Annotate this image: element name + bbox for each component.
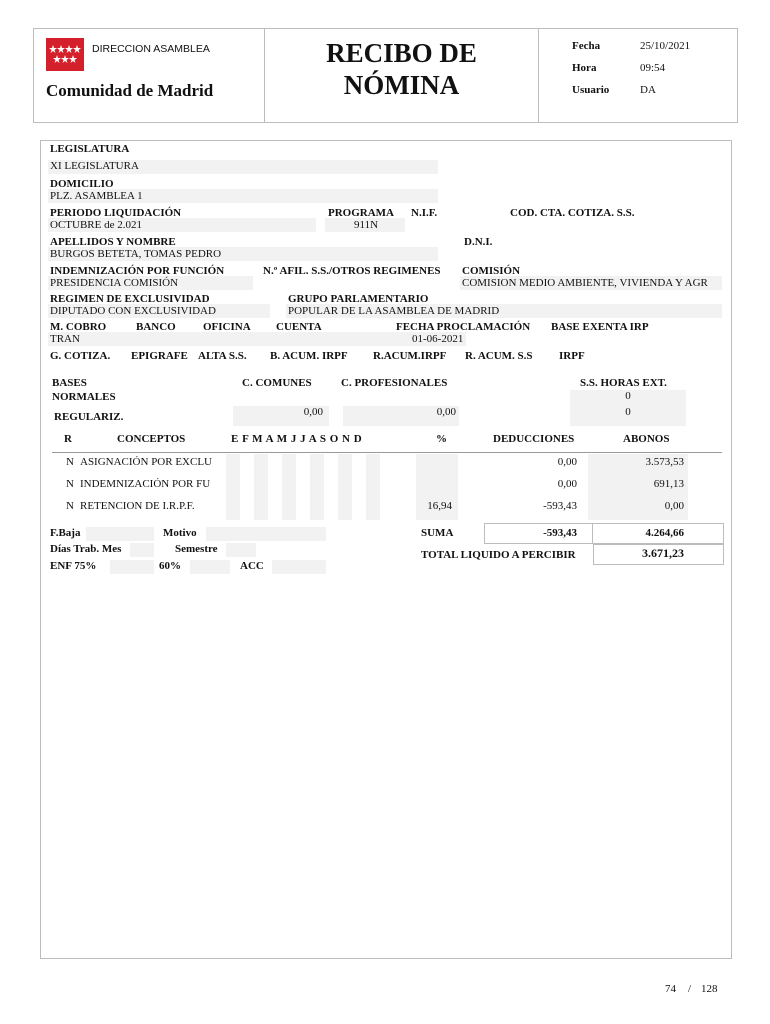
suma-label: SUMA [421, 527, 454, 539]
row-concepto: RETENCION DE I.R.P.F. [80, 500, 195, 512]
r-acum-ss-label: R. ACUM. S.S [465, 350, 533, 362]
regulariz-label: REGULARIZ. [54, 411, 124, 423]
apellidos-value: BURGOS BETETA, TOMAS PEDRO [50, 248, 222, 260]
fecha-value: 25/10/2021 [640, 40, 691, 52]
legislatura-label: LEGISLATURA [50, 143, 130, 155]
semestre-label: Semestre [175, 543, 218, 555]
dias-field [130, 543, 154, 557]
epigrafe-label: EPIGRAFE [131, 350, 188, 362]
sesenta-label: 60% [159, 560, 181, 572]
comision-value: COMISION MEDIO AMBIENTE, VIVIENDA Y AGR [462, 277, 708, 289]
domicilio-label: DOMICILIO [50, 178, 114, 190]
apellidos-label: APELLIDOS Y NOMBRE [50, 236, 176, 248]
acc-field [272, 560, 326, 574]
col-header-r: R [64, 433, 72, 445]
irpf-label: IRPF [559, 350, 585, 362]
row-abonos: 691,13 [653, 478, 684, 490]
row-abonos: 0,00 [664, 500, 684, 512]
header-divider-right [538, 29, 539, 122]
indemnizacion-value: PRESIDENCIA COMISIÓN [50, 277, 179, 289]
org-name: Comunidad de Madrid [46, 81, 214, 100]
base-exenta-label: BASE EXENTA IRP [551, 321, 649, 333]
usuario-value: DA [640, 84, 656, 96]
suma-box-divider [592, 524, 593, 543]
cod-cta-label: COD. CTA. COTIZA. S.S. [510, 207, 635, 219]
c-comunes-value: 0,00 [303, 406, 323, 418]
domicilio-value: PLZ. ASAMBLEA 1 [50, 190, 143, 202]
row-deducciones: -593,43 [543, 500, 577, 512]
motivo-field [206, 527, 326, 541]
sesenta-field [190, 560, 230, 574]
normales-label: NORMALES [52, 391, 116, 403]
row-concepto: INDEMNIZACIÓN POR FU [80, 478, 211, 490]
month-grid [226, 454, 394, 520]
row-deducciones: 0,00 [557, 478, 577, 490]
table-header-rule [52, 452, 722, 453]
c-profesionales-value: 0,00 [436, 406, 456, 418]
comision-label: COMISIÓN [462, 265, 521, 277]
ss-horas-value-1: 0 [625, 390, 631, 402]
col-header-conceptos: CONCEPTOS [117, 433, 186, 445]
enf-label: ENF 75% [50, 560, 97, 572]
row-r: N [66, 456, 74, 468]
ss-horas-label: S.S. HORAS EXT. [580, 377, 667, 389]
grupo-value: POPULAR DE LA ASAMBLEA DE MADRID [288, 305, 500, 317]
total-liquido-label: TOTAL LIQUIDO A PERCIBIR [421, 549, 576, 561]
page-number-separator: / [688, 983, 692, 995]
page-number-total: 128 [701, 983, 718, 995]
fecha-proclamacion-label: FECHA PROCLAMACIÓN [396, 321, 531, 333]
ss-horas-value-2: 0 [625, 406, 631, 418]
page-title-line2: NÓMINA [343, 70, 460, 100]
g-cotiza-label: G. COTIZA. [50, 350, 111, 362]
c-profesionales-label: C. PROFESIONALES [341, 377, 448, 389]
page-title-line1: RECIBO DE [326, 38, 477, 68]
col-header-deducciones: DEDUCCIONES [493, 433, 575, 445]
cuenta-label: CUENTA [276, 321, 322, 333]
dni-label: D.N.I. [464, 236, 493, 248]
row-pct: 16,94 [427, 500, 452, 512]
row-concepto: ASIGNACIÓN POR EXCLU [80, 456, 213, 468]
mcobro-label: M. COBRO [50, 321, 107, 333]
fbaja-field [86, 527, 154, 541]
banco-label: BANCO [136, 321, 176, 333]
motivo-label: Motivo [163, 527, 197, 539]
fbaja-label: F.Baja [50, 527, 81, 539]
bases-label: BASES [52, 377, 87, 389]
r-acum-irpf-label: R.ACUM.IRPF [373, 350, 447, 362]
cobro-field [48, 332, 466, 346]
regimen-label: REGIMEN DE EXCLUSIVIDAD [50, 293, 210, 305]
enf-field [110, 560, 154, 574]
stars-icon [46, 38, 84, 71]
row-r: N [66, 478, 74, 490]
org-label: DIRECCION ASAMBLEA [92, 43, 210, 55]
col-header-months: E F M A M J J A S O N D [231, 433, 363, 445]
mcobro-value: TRAN [50, 333, 80, 345]
hora-label: Hora [572, 62, 597, 74]
c-comunes-label: C. COMUNES [242, 377, 312, 389]
semestre-field [226, 543, 256, 557]
fecha-label: Fecha [572, 40, 601, 52]
alta-ss-label: ALTA S.S. [198, 350, 247, 362]
row-deducciones: 0,00 [557, 456, 577, 468]
suma-deducciones: -593,43 [543, 527, 577, 539]
hora-value: 09:54 [640, 62, 666, 74]
b-acum-irpf-label: B. ACUM. IRPF [270, 350, 348, 362]
nif-label: N.I.F. [411, 207, 438, 219]
comunidad-madrid-logo [46, 38, 84, 71]
usuario-label: Usuario [572, 84, 610, 96]
oficina-label: OFICINA [203, 321, 251, 333]
programa-value: 911N [354, 219, 379, 231]
regimen-value: DIPUTADO CON EXCLUSIVIDAD [50, 305, 216, 317]
indemnizacion-label: INDEMNIZACIÓN POR FUNCIÓN [50, 265, 225, 277]
col-header-abonos: ABONOS [623, 433, 670, 445]
periodo-value: OCTUBRE de 2.021 [50, 219, 142, 231]
afil-label: N.º AFIL. S.S./OTROS REGIMENES [263, 265, 441, 277]
grupo-label: GRUPO PARLAMENTARIO [288, 293, 429, 305]
fecha-proclamacion-value: 01-06-2021 [412, 333, 464, 345]
total-liquido-value: 3.671,23 [642, 546, 684, 560]
col-header-pct: % [436, 433, 447, 445]
page-number-current: 74 [665, 983, 676, 995]
dias-label: Días Trab. Mes [50, 543, 122, 555]
suma-abonos: 4.264,66 [645, 527, 684, 539]
row-abonos: 3.573,53 [645, 456, 684, 468]
programa-label: PROGRAMA [328, 207, 394, 219]
legislatura-value: XI LEGISLATURA [50, 160, 139, 172]
acc-label: ACC [240, 560, 264, 572]
row-r: N [66, 500, 74, 512]
periodo-label: PERIODO LIQUIDACIÓN [50, 207, 182, 219]
